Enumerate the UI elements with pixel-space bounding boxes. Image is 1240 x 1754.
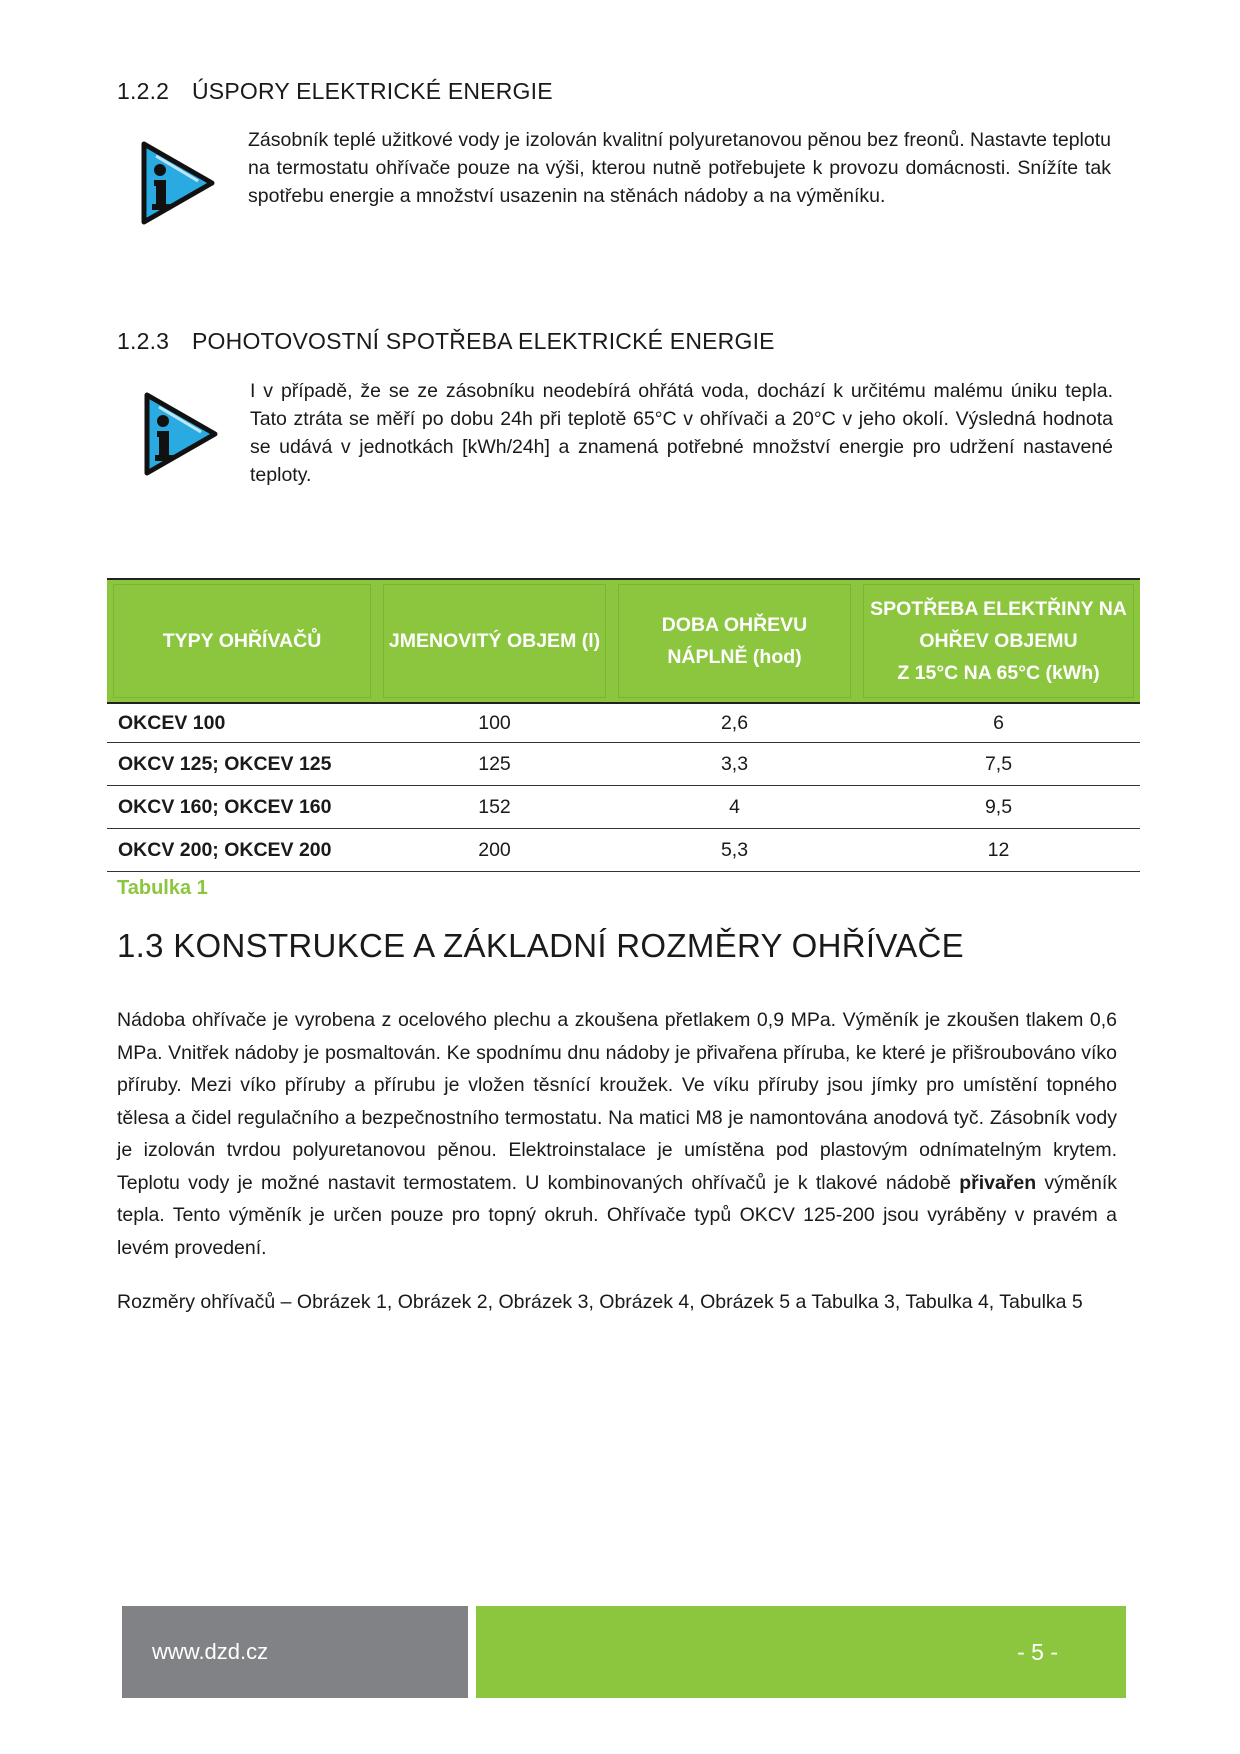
cell-type: OKCV 125; OKCEV 125 xyxy=(107,743,377,786)
table-caption: Tabulka 1 xyxy=(117,877,208,899)
cell-volume: 200 xyxy=(377,829,612,872)
paragraph-dimension-references: Rozměry ohřívačů – Obrázek 1, Obrázek 2, Obrázek 3, Obrázek 4, Obrázek 5 a Tabulka 3, Tabulka 4, Tabulka 5 xyxy=(117,1291,1083,1313)
section-title: KONSTRUKCE A ZÁKLADNÍ ROZMĚRY OHŘÍVAČE xyxy=(173,927,964,964)
cell-energy: 7,5 xyxy=(857,743,1140,786)
heading-section-1-2-3 xyxy=(117,328,775,355)
table-row xyxy=(107,703,1140,743)
cell-volume: 152 xyxy=(377,786,612,829)
footer-page-number xyxy=(476,1606,1126,1698)
cell-energy: 6 xyxy=(857,703,1140,743)
section-number: 1.2.2 xyxy=(117,78,170,104)
bold-text: přivařen xyxy=(959,1171,1037,1194)
cell-time: 2,6 xyxy=(612,703,857,743)
header-nominal-volume: JMENOVITÝ OBJEM (l) xyxy=(377,579,612,703)
paragraph-standby-consumption: I v případě, že se ze zásobníku neodebírá ohřátá voda, dochází k určitému malému úniku tepla. Tato ztráta se měří po dobu 24h při teplotě 65°C v ohřívači a 20°C v jeho okolí. Výsledná hodnota se udává v jednotkách [kWh/24h] a znamená potřebné množství energie pro udržení nastavené teploty. xyxy=(250,380,1113,486)
section-number: 1.3 xyxy=(117,927,164,964)
cell-volume: 100 xyxy=(377,703,612,743)
heading-section-1-3 xyxy=(117,927,964,965)
cell-energy: 9,5 xyxy=(857,786,1140,829)
paragraph-construction: Nádoba ohřívače je vyrobena z ocelového plechu a zkoušena přetlakem 0,9 MPa. Výměník je zkoušen tlakem 0,6 MPa. Vnitřek nádoby je posmaltován. Ke spodnímu dnu nádoby je přivařena příruba, ke které je přišroubováno víko příruby. Mezi víko příruby a přírubu je vložen těsnící kroužek. Ve víku příruby jsou jímky pro umístění topného tělesa a čidel regulačního a bezpečnostního termostatu. Na matici M8 je namontována anodová tyč. Zásobník vody je izolován tvrdou polyuretanovou pěnou. Elektroinstalace je umístěna pod plastovým odnímatelným krytem. Teplotu vody je možné nastavit termostatem. U kombinovaných ohřívačů je k tlakové nádobě přivařen výměník tepla. Tento výměník je určen pouze pro topný okruh. Ohřívače typů OKCV 125-200 jsou vyráběny v pravém a levém provedení. xyxy=(117,1009,1117,1259)
cell-type: OKCV 200; OKCEV 200 xyxy=(107,829,377,872)
section-number: 1.2.3 xyxy=(117,328,170,354)
paragraph-energy-saving: Zásobník teplé užitkové vody je izolován kvalitní polyuretanovou pěnou bez freonů. Nastavte teplotu na termostatu ohřívače pouze na výši, kterou nutně potřebujete k provozu domácnosti. Snížíte tak spotřebu energie a množství usazenin na stěnách nádoby a na výměníku. xyxy=(248,129,1111,207)
table-header-row xyxy=(107,579,1140,703)
header-heating-time: DOBA OHŘEVU NÁPLNĚ (hod) xyxy=(612,579,857,703)
table-row xyxy=(107,786,1140,829)
info-icon xyxy=(138,138,218,228)
cell-volume: 125 xyxy=(377,743,612,786)
info-icon xyxy=(141,389,221,479)
cell-type: OKCV 160; OKCEV 160 xyxy=(107,786,377,829)
cell-type: OKCEV 100 xyxy=(107,703,377,743)
footer-website xyxy=(122,1606,468,1698)
section-title: POHOTOVOSTNÍ SPOTŘEBA ELEKTRICKÉ ENERGIE xyxy=(192,328,775,354)
table-row xyxy=(107,829,1140,872)
heading-section-1-2-2 xyxy=(117,78,553,105)
heater-spec-table xyxy=(107,578,1140,872)
cell-time: 5,3 xyxy=(612,829,857,872)
cell-energy: 12 xyxy=(857,829,1140,872)
cell-time: 4 xyxy=(612,786,857,829)
page-number: - 5 - xyxy=(1017,1638,1058,1665)
section-title: ÚSPORY ELEKTRICKÉ ENERGIE xyxy=(192,78,553,104)
website-link[interactable]: www.dzd.cz xyxy=(152,1639,269,1664)
table-row xyxy=(107,743,1140,786)
header-heater-types: TYPY OHŘÍVAČŮ xyxy=(107,579,377,703)
header-energy-consumption: SPOTŘEBA ELEKTŘINY NA OHŘEV OBJEMU Z 15°C NA 65°C (kWh) xyxy=(857,579,1140,703)
cell-time: 3,3 xyxy=(612,743,857,786)
